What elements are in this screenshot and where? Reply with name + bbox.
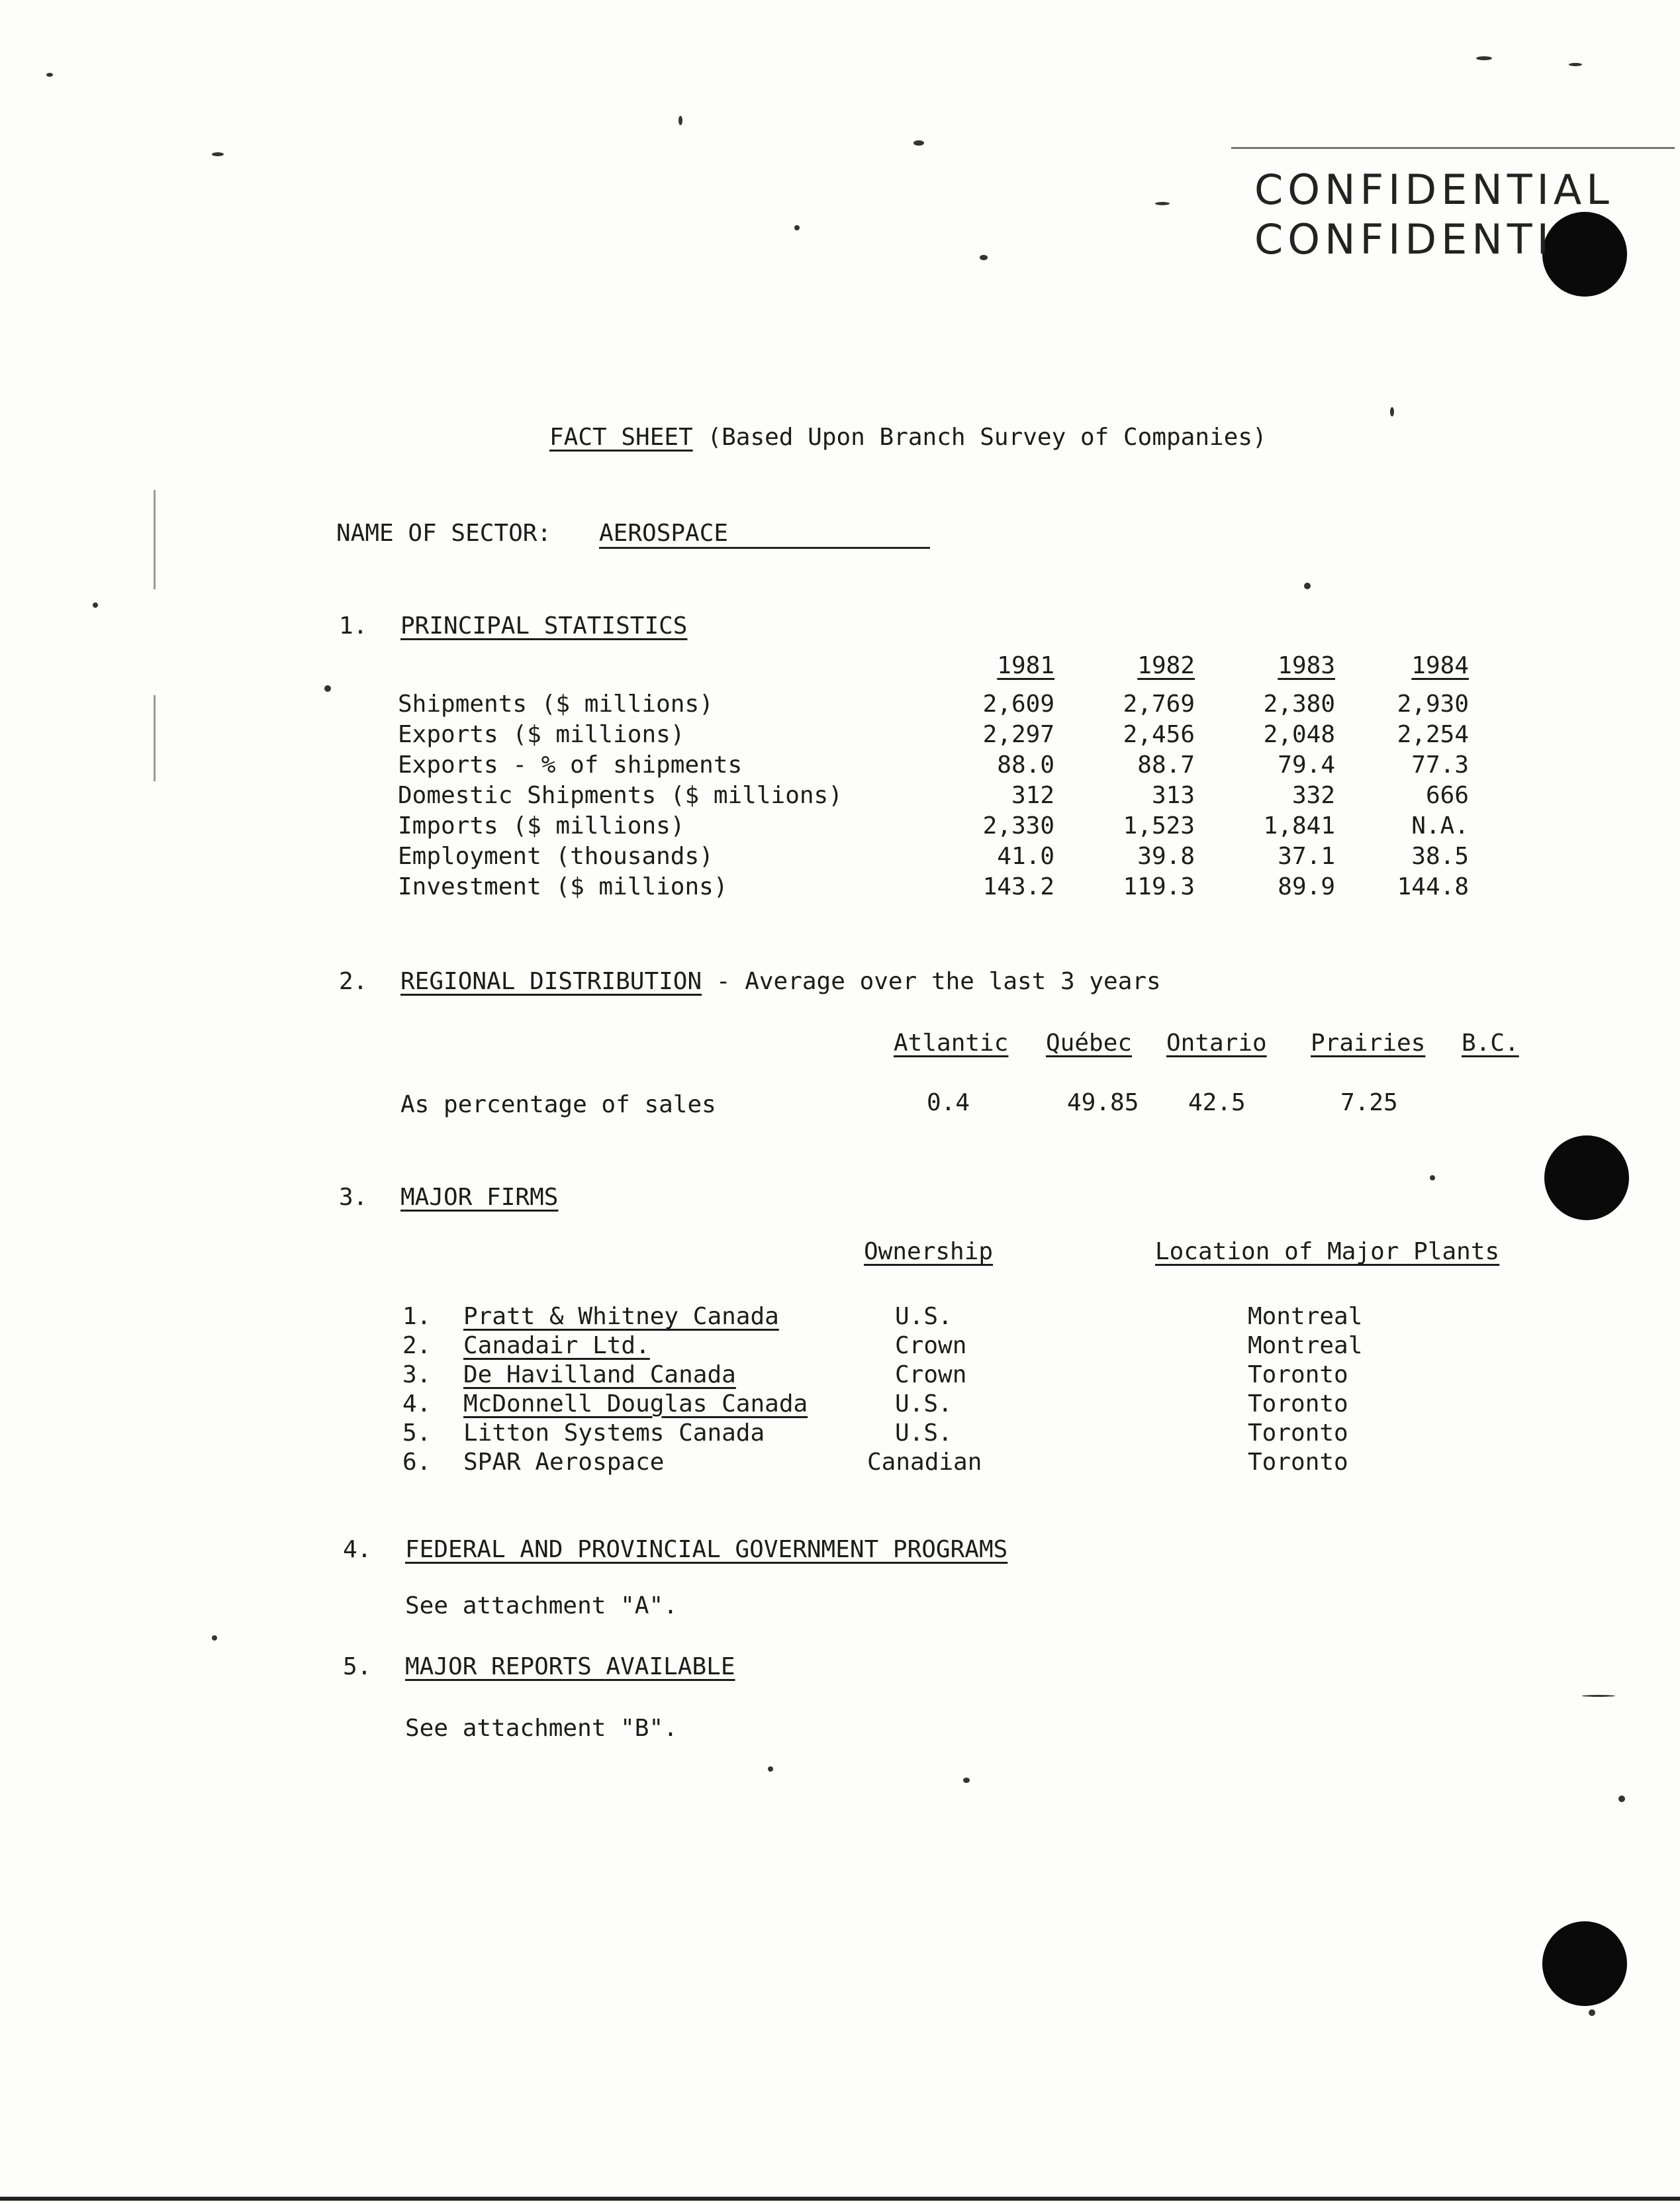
label-header <box>397 632 955 689</box>
row-label: Exports - % of shipments <box>398 751 743 779</box>
section-2-heading-rest: - Average over the last 3 years <box>716 968 1161 995</box>
row-value: 1,523 <box>1123 812 1195 839</box>
statistics-row <box>397 871 1470 902</box>
row-value: 666 <box>1425 781 1469 809</box>
firm-ownership: Crown <box>895 1332 967 1359</box>
row-label: Exports ($ millions) <box>398 720 685 748</box>
firm-name: SPAR Aerospace <box>463 1449 665 1476</box>
row-value: 2,456 <box>1123 720 1195 748</box>
row-value: 2,769 <box>1123 690 1195 718</box>
section-3-heading: MAJOR FIRMS <box>400 1184 559 1211</box>
row-value: 37.1 <box>1278 842 1335 870</box>
row-value: 2,254 <box>1397 720 1469 748</box>
firm-number: 2. <box>402 1332 432 1359</box>
row-label: Investment ($ millions) <box>398 873 728 900</box>
firm-ownership: Canadian <box>867 1449 982 1476</box>
row-value: 2,330 <box>982 812 1054 839</box>
value-ontario: 42.5 <box>1188 1089 1246 1116</box>
row-value: 312 <box>1011 781 1054 809</box>
title-subtitle: (Based Upon Branch Survey of Companies) <box>707 424 1267 451</box>
firm-ownership: U.S. <box>895 1419 953 1447</box>
region-prairies: Prairies <box>1311 1030 1426 1057</box>
row-value: 2,048 <box>1263 720 1335 748</box>
confidential-stamp-line-2: CONFIDENTI <box>1254 215 1554 264</box>
firm-name: De Havilland Canada <box>463 1361 736 1388</box>
row-value: 88.7 <box>1137 751 1195 779</box>
firm-ownership: Crown <box>895 1361 967 1388</box>
location-header: Location of Major Plants <box>1155 1238 1500 1265</box>
row-label: Shipments ($ millions) <box>398 690 714 718</box>
statistics-row <box>397 689 1470 719</box>
section-3-number: 3. <box>339 1184 368 1211</box>
section-5-number: 5. <box>343 1653 372 1680</box>
row-value: N.A. <box>1411 812 1469 839</box>
principal-statistics-table <box>397 632 1470 902</box>
sector-value: AEROSPACE <box>599 520 729 547</box>
fact-sheet-label: FACT SHEET <box>549 424 693 451</box>
statistics-row <box>397 810 1470 841</box>
sector-label: NAME OF SECTOR: <box>336 520 552 547</box>
row-value: 2,380 <box>1263 690 1335 718</box>
statistics-row <box>397 719 1470 749</box>
row-value: 332 <box>1291 781 1335 809</box>
firm-name: Litton Systems Canada <box>463 1419 765 1447</box>
firm-number: 3. <box>402 1361 432 1388</box>
region-quebec: Québec <box>1046 1030 1133 1057</box>
section-2-heading: REGIONAL DISTRIBUTION <box>400 968 702 995</box>
firm-ownership: U.S. <box>895 1390 953 1417</box>
firm-name: Pratt & Whitney Canada <box>463 1303 779 1330</box>
row-value: 119.3 <box>1123 873 1195 900</box>
binder-hole-bottom <box>1542 1921 1627 2006</box>
firm-number: 5. <box>402 1419 432 1447</box>
firm-number: 1. <box>402 1303 432 1330</box>
row-value: 1,841 <box>1263 812 1335 839</box>
binder-hole-middle <box>1544 1135 1629 1220</box>
row-value: 79.4 <box>1278 751 1335 779</box>
sector-value-underline <box>599 547 930 549</box>
firm-number: 6. <box>402 1449 432 1476</box>
firm-location: Montreal <box>1248 1303 1363 1330</box>
value-atlantic: 0.4 <box>927 1089 970 1116</box>
section-2-heading-line <box>400 968 1161 995</box>
row-label: Employment (thousands) <box>398 842 714 870</box>
section-5-heading: MAJOR REPORTS AVAILABLE <box>405 1653 735 1680</box>
region-bc: B.C. <box>1462 1030 1519 1057</box>
section-4-note: See attachment "A". <box>405 1592 678 1619</box>
region-atlantic: Atlantic <box>894 1030 1009 1057</box>
row-label: Imports ($ millions) <box>398 812 685 839</box>
row-value: 2,609 <box>982 690 1054 718</box>
value-quebec: 49.85 <box>1067 1089 1139 1116</box>
row-value: 144.8 <box>1397 873 1469 900</box>
value-prairies: 7.25 <box>1340 1089 1398 1116</box>
firm-location: Toronto <box>1248 1390 1348 1417</box>
statistics-row <box>397 780 1470 810</box>
firm-number: 4. <box>402 1390 432 1417</box>
section-4-heading: FEDERAL AND PROVINCIAL GOVERNMENT PROGRAMS <box>405 1536 1008 1563</box>
ownership-header: Ownership <box>864 1238 994 1265</box>
row-value: 38.5 <box>1411 842 1469 870</box>
year-header: 1983 <box>1278 652 1335 679</box>
firm-location: Toronto <box>1248 1419 1348 1447</box>
row-value: 2,930 <box>1397 690 1469 718</box>
section-1-heading: PRINCIPAL STATISTICS <box>400 612 688 640</box>
firm-location: Toronto <box>1248 1361 1348 1388</box>
statistics-row <box>397 749 1470 780</box>
row-value: 88.0 <box>997 751 1054 779</box>
page-title <box>549 424 1267 451</box>
section-2-number: 2. <box>339 968 368 995</box>
binder-hole-top <box>1542 212 1627 297</box>
row-value: 39.8 <box>1137 842 1195 870</box>
row-value: 143.2 <box>982 873 1054 900</box>
row-value: 77.3 <box>1411 751 1469 779</box>
section-4-number: 4. <box>343 1536 372 1563</box>
row-value: 313 <box>1151 781 1195 809</box>
years-header-row <box>397 632 1470 689</box>
row-value: 41.0 <box>997 842 1054 870</box>
firm-ownership: U.S. <box>895 1303 953 1330</box>
confidential-stamp-line-1: CONFIDENTIAL <box>1254 166 1614 214</box>
firm-name: Canadair Ltd. <box>463 1332 650 1359</box>
region-ontario: Ontario <box>1166 1030 1267 1057</box>
section-1-number: 1. <box>339 612 368 640</box>
year-header: 1982 <box>1137 652 1195 679</box>
firm-location: Montreal <box>1248 1332 1363 1359</box>
firm-name: McDonnell Douglas Canada <box>463 1390 808 1417</box>
firm-location: Toronto <box>1248 1449 1348 1476</box>
sales-percentage-label: As percentage of sales <box>400 1091 716 1118</box>
year-header: 1984 <box>1411 652 1469 679</box>
section-5-note: See attachment "B". <box>405 1715 678 1742</box>
row-value: 2,297 <box>982 720 1054 748</box>
row-value: 89.9 <box>1278 873 1335 900</box>
row-label: Domestic Shipments ($ millions) <box>398 781 843 809</box>
year-header: 1981 <box>997 652 1054 679</box>
statistics-row <box>397 841 1470 871</box>
